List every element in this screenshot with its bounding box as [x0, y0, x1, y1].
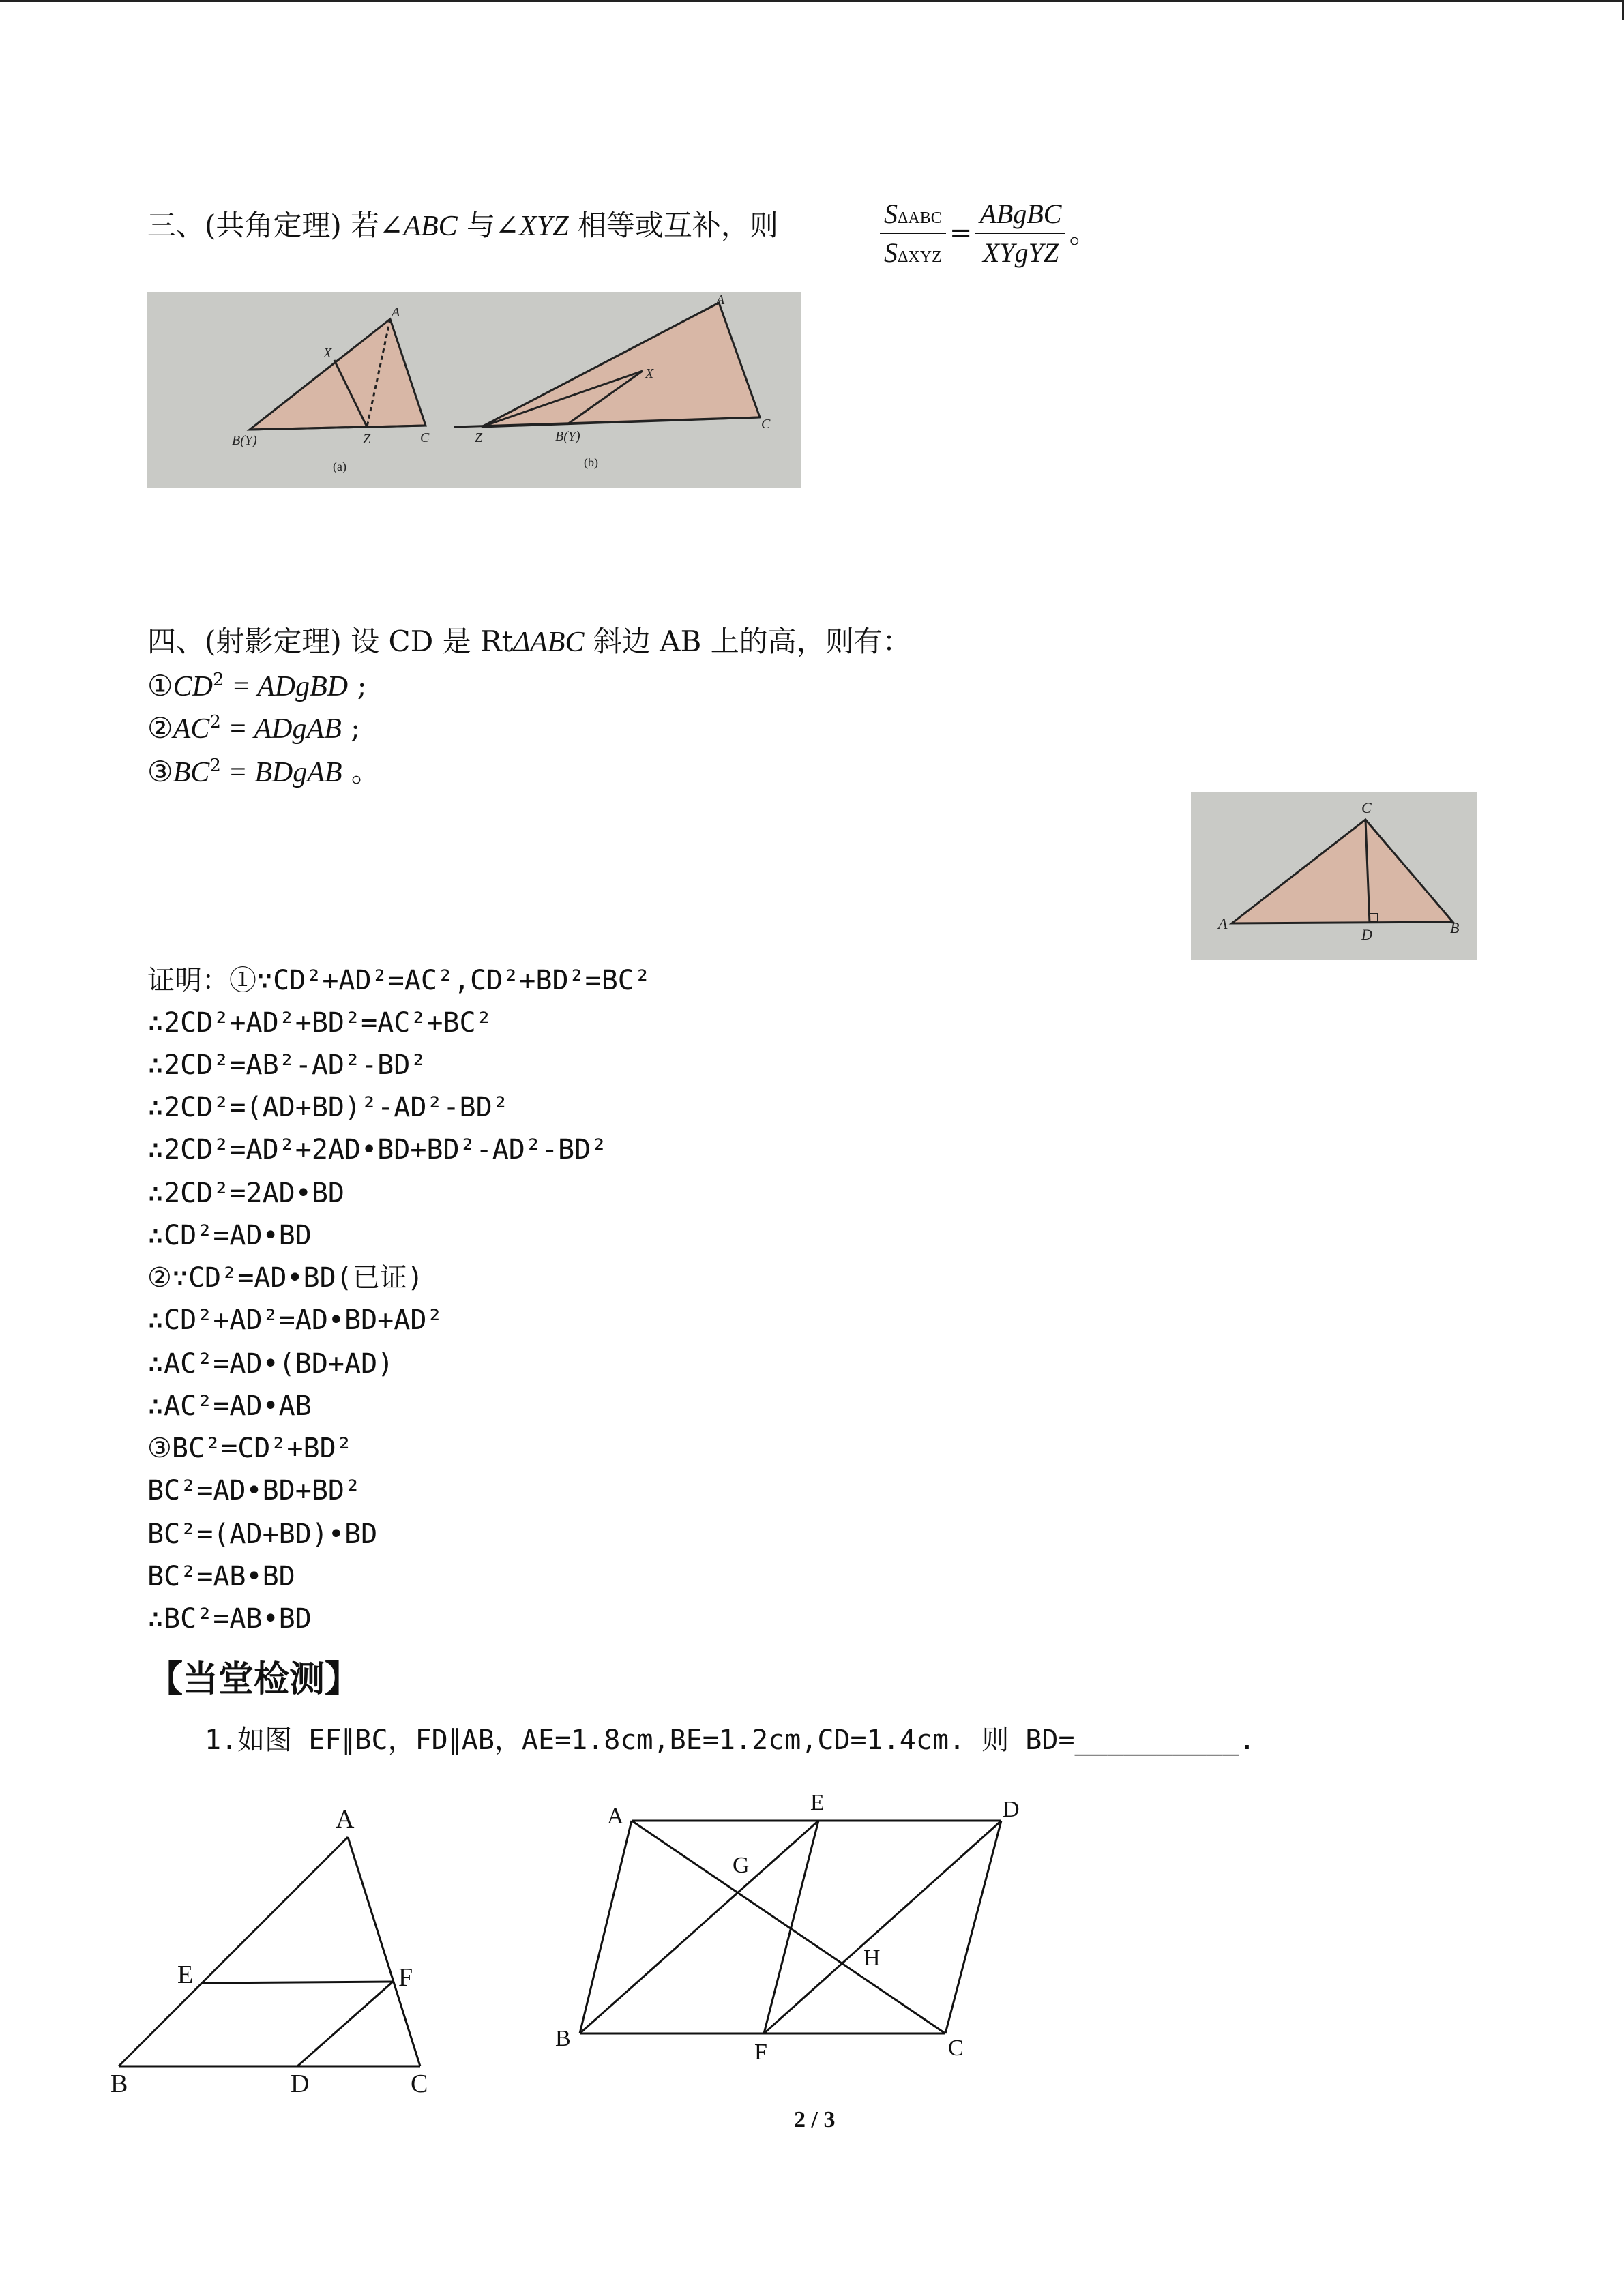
- proof-line: ∴BC²=AB•BD: [147, 1603, 312, 1635]
- page-number: 2 / 3: [794, 2107, 836, 2132]
- para-label-f: F: [754, 2040, 767, 2065]
- left-fig-label-a: A: [336, 1805, 355, 1834]
- right-fig-label-d: D: [1361, 926, 1372, 943]
- proof-line: ∴2CD²=AD²+2AD•BD+BD²-AD²-BD²: [147, 1134, 608, 1165]
- area-ratio-formula: [880, 198, 1098, 269]
- projection-item-3: $③BC^2$ = BDgAB 。: [147, 755, 380, 788]
- left-fig-label-e: E: [177, 1960, 194, 1989]
- section3-line: [147, 211, 778, 241]
- section4-title-rest: 斜边 AB 上的高，则有：: [584, 625, 911, 658]
- proof-line: 证明：①∵CD²+AD²=AC²,CD²+BD²=BC²: [147, 965, 651, 996]
- proof-line: ②∵CD²=AD•BD(已证): [147, 1262, 424, 1294]
- para-label-h: H: [863, 1945, 881, 1971]
- right-fig-label-b: B: [1450, 919, 1460, 936]
- right-fig-label-a: A: [1218, 915, 1228, 932]
- fig-b-label-z: Z: [475, 430, 483, 445]
- proof-line: BC²=AD•BD+BD²: [147, 1475, 361, 1506]
- fig-b-label-c: C: [761, 417, 771, 432]
- para-label-a: A: [607, 1804, 624, 1829]
- para-label-e: E: [810, 1790, 825, 1815]
- left-fig-label-d: D: [291, 2070, 310, 2098]
- para-label-c: C: [948, 2036, 964, 2061]
- proof-line: ∴2CD²=AB²-AD²-BD²: [147, 1049, 427, 1081]
- left-fig-label-b: B: [110, 2070, 128, 2098]
- angle-xyz: XYZ: [519, 211, 569, 242]
- parallelogram-figure: [546, 1780, 1037, 2066]
- section4-title-text: 四、(射影定理) 设 CD 是 Rt: [147, 625, 514, 658]
- section4-triangle: ΔABC: [513, 627, 585, 658]
- proof-line: ∴AC²=AD•AB: [147, 1390, 312, 1422]
- section3-with: 与∠: [457, 209, 520, 242]
- area-fraction: $\frac{\text{SΔABC}}{\text{SΔXYZ}}$: [880, 198, 946, 269]
- left-fig-label-c: C: [411, 2070, 428, 2098]
- fig-b-label-x: X: [645, 366, 654, 381]
- projection-figure-photo: [1191, 792, 1477, 960]
- para-label-g: G: [733, 1853, 750, 1878]
- proof-line: ∴CD²=AD•BD: [147, 1220, 312, 1251]
- para-label-b: B: [555, 2026, 571, 2051]
- section3-rest: 相等或互补，则: [568, 209, 778, 242]
- section3-end: 。: [1069, 216, 1098, 250]
- angle-abc: ABC: [403, 211, 458, 242]
- projection-item-1: $①CD^2$ = ADgBD ;: [147, 669, 367, 702]
- triangle-ef-bc-figure: [102, 1800, 457, 2100]
- question-1: 1.如图 EF∥BC，FD∥AB，AE=1.8cm,BE=1.2cm,CD=1.4cm. 则 BD=__________.: [205, 1725, 1256, 1756]
- co-angle-figure-photo: [147, 292, 801, 488]
- para-label-d: D: [1003, 1797, 1020, 1822]
- fig-a-label-c: C: [420, 430, 430, 445]
- projection-item-2: $②AC^2$ = ADgAB ;: [147, 711, 361, 745]
- section4-title: [147, 627, 911, 657]
- section3-prefix: 三、(共角定理) 若∠: [147, 209, 404, 242]
- side-fraction: $\frac{\text{ABgBC}}{\text{XYgYZ}}$: [975, 198, 1065, 269]
- fig-b-caption: (b): [584, 456, 598, 469]
- proof-line: BC²=AB•BD: [147, 1561, 295, 1592]
- test-heading: 【当堂检测】: [147, 1659, 361, 1700]
- equals-sign: =: [949, 218, 973, 249]
- proof-line: ∴2CD²=2AD•BD: [147, 1178, 344, 1209]
- fig-a-label-a: A: [392, 305, 400, 320]
- proof-line: ③BC²=CD²+BD²: [147, 1433, 353, 1464]
- fig-a-label-by: B(Y): [232, 433, 257, 448]
- fig-b-label-by: B(Y): [555, 429, 580, 444]
- right-fig-label-c: C: [1361, 799, 1372, 816]
- proof-line: ∴AC²=AD•(BD+AD): [147, 1348, 394, 1380]
- fig-b-label-a: A: [716, 293, 725, 308]
- proof-line: ∴2CD²+AD²+BD²=AC²+BC²: [147, 1007, 492, 1039]
- top-border: [0, 0, 1624, 2]
- left-fig-label-f: F: [398, 1963, 413, 1992]
- fig-a-label-x: X: [323, 346, 332, 361]
- proof-line: BC²=(AD+BD)•BD: [147, 1519, 378, 1550]
- fig-a-caption: (a): [333, 460, 346, 473]
- proof-line: ∴CD²+AD²=AD•BD+AD²: [147, 1304, 443, 1336]
- proof-line: ∴2CD²=(AD+BD)²-AD²-BD²: [147, 1092, 509, 1123]
- fig-a-label-z: Z: [363, 432, 371, 447]
